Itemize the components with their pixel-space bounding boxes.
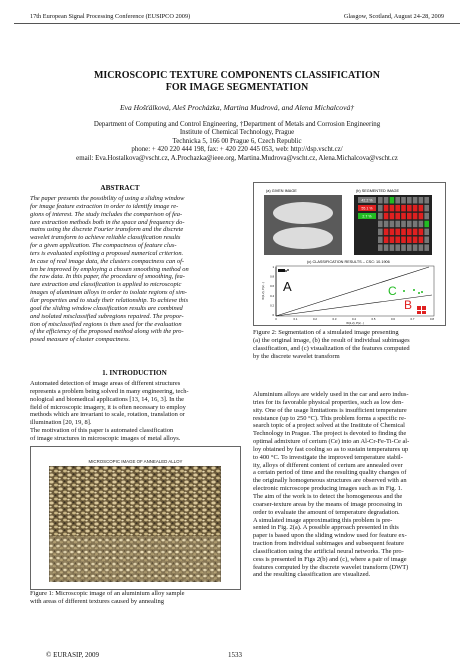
panel-c-plot bbox=[261, 265, 434, 325]
intro-line: field of microscopic imagery, it is often necessary to employ bbox=[30, 403, 186, 411]
segment-cell bbox=[378, 229, 383, 236]
body-line: The aim of the work is to detect the homogeneous and the bbox=[253, 492, 403, 500]
abstract-text bbox=[30, 195, 239, 344]
figure-2-graphic bbox=[254, 183, 445, 325]
affiliation-line: Department of Computing and Control Engineering, †Department of Metals and Corrosion Engineering bbox=[93, 121, 381, 128]
segment-cell bbox=[395, 205, 400, 212]
segment-cell bbox=[424, 244, 429, 251]
segment-cell bbox=[395, 237, 400, 244]
segment-cell bbox=[401, 244, 406, 251]
segment-cell bbox=[390, 237, 395, 244]
segment-cell bbox=[384, 237, 389, 244]
segment-cell bbox=[413, 237, 418, 244]
segment-cell bbox=[378, 197, 383, 204]
intro-line: nological and biomedical applications [13, 14, 16, 3]. In the bbox=[30, 395, 184, 403]
body-line: A simulated image approximating this problem is pre- bbox=[253, 516, 393, 524]
body-line: sity. One of the usage limitations is insufficient temperature bbox=[253, 406, 407, 414]
figure-1-caption bbox=[30, 590, 239, 606]
y-tick-label: 0 bbox=[272, 313, 274, 317]
y-tick-label: 0.4 bbox=[270, 293, 274, 298]
segment-cell bbox=[401, 197, 406, 204]
legend-entry: 55.1 % bbox=[361, 206, 373, 211]
y-tick-label: 1 bbox=[272, 265, 274, 269]
abstract-line: ters is evaluated exploiting a proposed numerical criterion. bbox=[30, 249, 184, 257]
x-tick-label: 0 bbox=[275, 317, 277, 321]
segment-cell bbox=[419, 237, 424, 244]
y-tick-label: 0.6 bbox=[270, 284, 274, 289]
panel-b-title: (b) SEGMENTED IMAGE bbox=[356, 189, 400, 193]
segment-cell bbox=[378, 244, 383, 251]
panel-b-legend bbox=[358, 197, 376, 219]
abstract-line: images of aluminum alloys in order to isolate regions of sim- bbox=[30, 289, 187, 297]
conference-location: Glasgow, Scotland, August 24-28, 2009 bbox=[343, 13, 444, 20]
x-tick-label: 0.5 bbox=[371, 317, 376, 321]
body-line: ity, alloys of different content of cerium are annealed over bbox=[253, 461, 403, 469]
legend-entry: 42.2 % bbox=[361, 198, 373, 203]
abstract-line: of the efficiency of the proposed method along with the pro- bbox=[30, 328, 184, 336]
x-tick-label: 0.6 bbox=[391, 317, 395, 321]
page-number: 1533 bbox=[228, 651, 242, 659]
segment-cell bbox=[390, 244, 395, 251]
body-line: optimal admixture of cerium (Ce) into an Al-Cr-Fe-Ti-Ce al- bbox=[253, 438, 410, 446]
cluster-b-label: B bbox=[404, 298, 413, 312]
data-point bbox=[287, 269, 289, 271]
caption-line: classification, and (c) visualization of the features computed bbox=[253, 344, 410, 352]
segment-cell bbox=[384, 213, 389, 220]
body-line: sented in Fig. 2(a). A possible approach presented in this bbox=[253, 524, 399, 532]
y-tick-labels bbox=[270, 265, 274, 317]
segment-cell bbox=[424, 221, 429, 228]
body-line: cess is presented in Figs 2(b) and (c), where a pair of image bbox=[253, 555, 407, 563]
cluster-c-label: C bbox=[388, 284, 397, 298]
affiliation-line: Institute of Chemical Technology, Prague bbox=[179, 129, 295, 137]
affiliation-line: email: Eva.Hostalkova@vscht.cz, A.Prochazka@ieee.org, Martina.Mudrova@vscht.cz, Alena.Michalcova@vscht.cz bbox=[76, 154, 398, 162]
segment-cell bbox=[407, 229, 412, 236]
x-tick-label: 0.8 bbox=[430, 317, 434, 321]
introduction-text bbox=[30, 380, 239, 443]
y-tick-label: 0.8 bbox=[270, 274, 274, 279]
abstract-line: ture extraction methods both in the space and frequency do- bbox=[30, 218, 185, 226]
y-axis-label: W(1,2), P(2,..) bbox=[261, 282, 265, 300]
segment-cell bbox=[390, 213, 395, 220]
segment-cell bbox=[413, 244, 418, 251]
segment-cell bbox=[419, 197, 424, 204]
abstract-line: gions of interest. The study includes the comparison of fea- bbox=[30, 210, 183, 218]
segment-cell bbox=[413, 221, 418, 228]
segment-cell bbox=[384, 197, 389, 204]
header-rule bbox=[14, 23, 460, 24]
segment-cell bbox=[390, 205, 395, 212]
segment-cell bbox=[378, 213, 383, 220]
body-line: the originally homogeneous structures are observed with an bbox=[253, 477, 407, 485]
segment-cell bbox=[419, 213, 424, 220]
segment-cell bbox=[395, 221, 400, 228]
data-point bbox=[403, 290, 405, 292]
segment-cell bbox=[419, 229, 424, 236]
body-line: tries for its favorable physical properties, such as low den- bbox=[253, 398, 404, 406]
x-tick-label: 0.4 bbox=[352, 317, 356, 321]
body-line: paper is based upon the sliding window used for feature ex- bbox=[253, 532, 407, 540]
body-line: to 400 °C. To investigate the improved temperature stabil- bbox=[253, 453, 403, 461]
data-point bbox=[278, 269, 285, 272]
segment-cell bbox=[401, 213, 406, 220]
segment-cell bbox=[384, 229, 389, 236]
body-line: traction from individual subimages and subsequent feature bbox=[253, 540, 404, 548]
data-point bbox=[418, 292, 420, 294]
segment-cell bbox=[395, 244, 400, 251]
caption-line: by the discrete wavelet transform bbox=[253, 352, 340, 360]
title-line: FOR IMAGE SEGMENTATION bbox=[165, 82, 309, 93]
figure-2-caption bbox=[253, 329, 444, 361]
panel-a-image bbox=[264, 195, 342, 255]
segment-cell bbox=[413, 213, 418, 220]
intro-line: methods which are invariant to scale, rotation, translation or bbox=[30, 411, 185, 419]
segment-cell bbox=[407, 221, 412, 228]
body-line: order to evaluate the amount of temperature degradation. bbox=[253, 508, 400, 516]
affiliation-block bbox=[0, 121, 474, 163]
body-line: search topic of a project solved at the Institute of Chemical bbox=[253, 422, 405, 430]
legend-entry: 2.7 % bbox=[362, 214, 372, 219]
x-tick-label: 0.2 bbox=[313, 317, 317, 321]
segment-cell bbox=[378, 237, 383, 244]
panel-c-title: (c) CLASSIFICATION RESULTS – CSC: 10.1906 bbox=[307, 260, 390, 264]
data-point bbox=[421, 291, 423, 293]
body-line: features computed by the discrete wavelet transform (DWT) bbox=[253, 563, 409, 571]
caption-line: Figure 1: Microscopic image of an aluminium alloy sample bbox=[30, 590, 185, 597]
figure-1-image-title: MICROSCOPIC IMAGE OF ANNEALED ALLOY bbox=[88, 459, 183, 464]
segment-cell bbox=[378, 205, 383, 212]
copyright-footer: © EURASIP, 2009 bbox=[46, 651, 99, 659]
body-line: coarser-texture areas by the means of image processing in bbox=[253, 500, 402, 508]
figure-1 bbox=[30, 446, 241, 590]
data-point bbox=[413, 289, 415, 291]
abstract-heading: ABSTRACT bbox=[100, 184, 140, 192]
affiliation-line: Technicka 5, 166 00 Prague 6, Czech Republic bbox=[172, 137, 302, 145]
caption-line: (a) the original image, (b) the result of individual subimages bbox=[253, 336, 410, 344]
paper-title bbox=[0, 70, 474, 94]
intro-line: of image structures in microscopic images of metal alloys. bbox=[30, 434, 181, 442]
abstract-line: posed measure of cluster compactness. bbox=[30, 336, 131, 344]
segment-cell bbox=[413, 229, 418, 236]
introduction-heading: 1. INTRODUCTION bbox=[102, 369, 167, 377]
segment-cell bbox=[390, 221, 395, 228]
body-line: loy obtained by fast cooling so as to sustain temperatures up bbox=[253, 445, 409, 453]
body-line: resistance (up to 250 °C). This problem forms a specific re- bbox=[253, 414, 407, 422]
paper-authors: Eva Hošťálková, Aleš Procházka, Martina Mudrová, and Alena Michalcová† bbox=[119, 103, 355, 112]
abstract-line: ture extraction and classification is applied to microscopic bbox=[30, 281, 182, 289]
segment-cell bbox=[384, 221, 389, 228]
x-tick-label: 0.1 bbox=[293, 317, 298, 321]
abstract-line: for image feature extraction in order to identify image re- bbox=[30, 202, 179, 210]
title-line: MICROSCOPIC TEXTURE COMPONENTS CLASSIFICATION bbox=[93, 70, 381, 81]
x-tick-label: 0.7 bbox=[410, 317, 415, 321]
abstract-line: mains using the discrete Fourier transform and the discrete bbox=[30, 226, 184, 234]
abstract-line: and isolated misclassified subregions repaired. The propor- bbox=[30, 312, 184, 320]
segment-cell bbox=[407, 197, 412, 204]
data-point bbox=[285, 270, 287, 272]
abstract-line: the raw data. In this paper, the procedure of smoothing, fea- bbox=[30, 273, 185, 281]
segment-cell bbox=[395, 197, 400, 204]
cluster-a-label: A bbox=[283, 279, 292, 294]
segment-cell bbox=[384, 205, 389, 212]
y-tick-label: 0.2 bbox=[270, 303, 274, 308]
segment-cell bbox=[384, 244, 389, 251]
conference-header: 17th European Signal Processing Conference (EUSIPCO 2009) bbox=[30, 13, 191, 20]
data-point bbox=[417, 306, 421, 310]
caption-line: with areas of different textures caused by annealing bbox=[30, 597, 164, 605]
segment-cell bbox=[424, 237, 429, 244]
segment-cell bbox=[413, 205, 418, 212]
body-line: a certain period of time and the resulting quality changes of bbox=[253, 469, 407, 477]
segment-cell bbox=[378, 221, 383, 228]
x-axis-label: W(1,2), P(2,..) bbox=[346, 321, 364, 325]
segment-cell bbox=[424, 213, 429, 220]
body-line: Technology in Prague. The project is devoted to finding the bbox=[253, 430, 407, 438]
segment-cell bbox=[419, 205, 424, 212]
data-point bbox=[417, 311, 421, 314]
abstract-line: tion of misclassified regions is then used for the evaluation bbox=[30, 320, 182, 328]
body-line: and the resulting classification are visualized. bbox=[253, 571, 371, 579]
segment-cell bbox=[395, 229, 400, 236]
data-point bbox=[422, 311, 426, 314]
segment-cell bbox=[407, 205, 412, 212]
x-tick-label: 0.3 bbox=[332, 317, 337, 321]
segment-cell bbox=[424, 205, 429, 212]
abstract-line: goal the sliding window classification results are combined bbox=[30, 304, 183, 312]
body-text-right bbox=[253, 391, 444, 579]
segment-cell bbox=[395, 213, 400, 220]
intro-line: represents a problem being solved in many engineering, tech- bbox=[30, 387, 189, 395]
segment-cell bbox=[419, 221, 424, 228]
affiliation-line: phone: + 420 220 444 198, fax: + 420 220 445 053, web: http://dsp.vscht.cz/ bbox=[131, 146, 343, 154]
panel-a-title: (a) GIVEN IMAGE bbox=[266, 189, 297, 193]
segment-cell bbox=[401, 229, 406, 236]
segment-cell bbox=[407, 213, 412, 220]
segment-cell bbox=[401, 221, 406, 228]
abstract-line: wavelet transform to achieve reliable classification results bbox=[30, 234, 181, 242]
segment-cell bbox=[407, 237, 412, 244]
segment-cell bbox=[390, 197, 395, 204]
intro-line: Automated detection of image areas of different structures bbox=[30, 380, 181, 387]
segment-cell bbox=[407, 244, 412, 251]
panel-b-image bbox=[354, 195, 432, 255]
body-line: electronic microscope producing images such as in Fig. 1. bbox=[253, 485, 403, 493]
abstract-line: The paper presents the possibility of using a sliding window bbox=[30, 195, 185, 202]
segment-cell bbox=[401, 237, 406, 244]
intro-line: illumination [20, 19, 8]. bbox=[30, 419, 92, 427]
segment-cell bbox=[413, 197, 418, 204]
segment-cell bbox=[390, 229, 395, 236]
abstract-line: ten be improved by employing a chosen smoothing method on bbox=[30, 265, 189, 273]
micrograph-image bbox=[49, 466, 221, 582]
data-point bbox=[422, 306, 426, 310]
intro-line: The motivation of this paper is automated classification bbox=[30, 427, 174, 435]
segment-cell bbox=[424, 197, 429, 204]
abstract-line: ilar properties and to study their relationship. To achieve this bbox=[30, 296, 189, 304]
segment-cell bbox=[419, 244, 424, 251]
segment-cell bbox=[401, 205, 406, 212]
figure-2 bbox=[253, 182, 446, 326]
abstract-line: for a given application. The compactness of feature clus- bbox=[30, 242, 177, 250]
abstract-line: In case of real image data, the clusters compactness can of- bbox=[30, 257, 185, 265]
body-line: Aluminium alloys are widely used in the car and aero indus- bbox=[253, 391, 409, 398]
segment-cell bbox=[424, 229, 429, 236]
body-line: classification using the artificial neural networks. The pro- bbox=[253, 547, 404, 555]
caption-line: Figure 2: Segmentation of a simulated image presenting bbox=[253, 329, 399, 336]
